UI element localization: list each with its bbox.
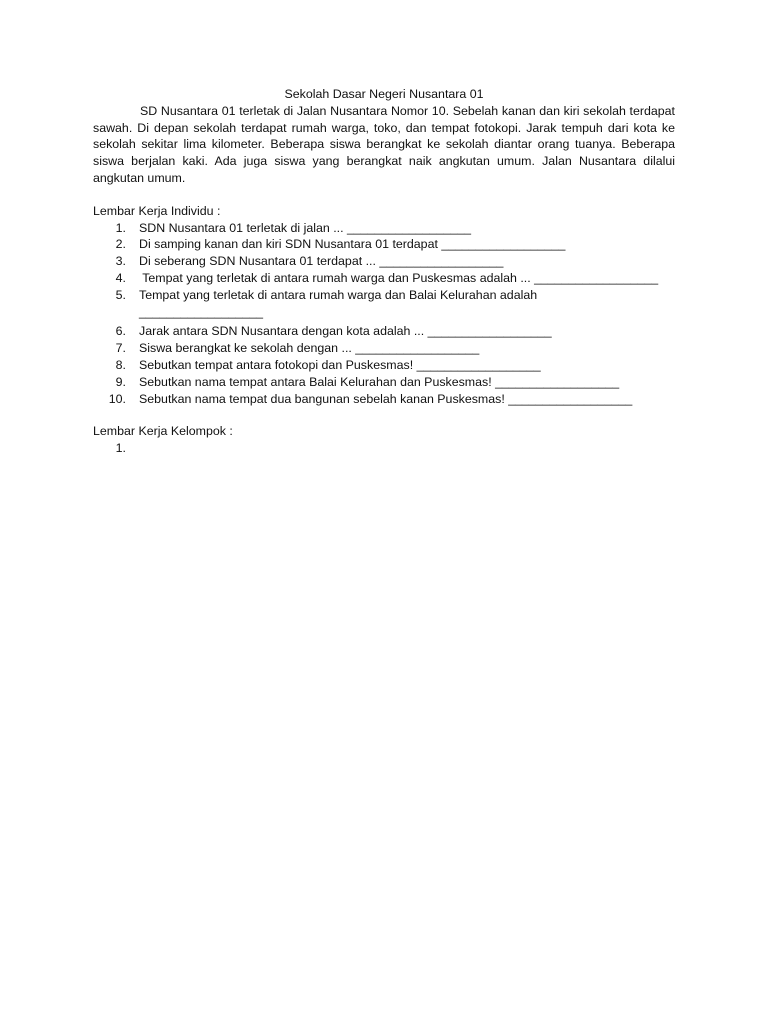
list-item-text: Sebutkan tempat antara fotokopi dan Puskesmas! __________________ [139,357,541,372]
list-item-number: 9. [115,374,126,389]
list-item [93,374,675,391]
list-item [93,323,675,340]
list-item-number: 2. [115,237,126,252]
list-item-text: Tempat yang terletak di antara rumah warga dan Balai Kelurahan adalah [139,287,538,302]
list-item-text: Tempat yang terletak di antara rumah warga dan Puskesmas adalah ... __________________ [139,270,659,285]
list-item-number: 3. [115,254,126,269]
list-item [93,357,675,374]
document-content [93,86,675,456]
group-worksheet-heading: Lembar Kerja Kelompok : [93,424,233,439]
list-item [93,340,675,357]
list-item-text: Di samping kanan dan kiri SDN Nusantara 01 terdapat __________________ [139,237,566,252]
list-item [93,270,675,287]
intro-paragraph: SD Nusantara 01 terletak di Jalan Nusantara Nomor 10. Sebelah kanan dan kiri sekolah terdapat sawah. Di depan sekolah terdapat rumah warga, toko, dan tempat fotokopi. Jarak tempuh dari kota ke sekolah sekitar lima kilometer. Beberapa siswa berangkat ke sekolah diantar orang tuanya. Beberapa siswa berjalan kaki. Ada juga siswa yang berangkat naik angkutan umum. Jalan Nusantara dilalui angkutan umum. [93,103,675,185]
individual-worksheet-list [93,220,675,408]
list-item-text: Sebutkan nama tempat dua bangunan sebelah kanan Puskesmas! __________________ [139,391,633,406]
list-item-text: Jarak antara SDN Nusantara dengan kota adalah ... __________________ [139,324,552,339]
list-item-number: 7. [115,341,126,356]
list-item [93,236,675,253]
list-item-answer-line: __________________ [139,304,264,319]
list-item-number: 1. [115,441,126,456]
list-item-text: Sebutkan nama tempat antara Balai Kelurahan dan Puskesmas! __________________ [139,374,620,389]
list-item-number: 1. [115,220,126,235]
list-item [93,391,675,408]
list-item-text: Siswa berangkat ke sekolah dengan ... __________________ [139,341,480,356]
list-item-number: 4. [115,270,126,285]
list-item [93,220,675,237]
list-item-text: SDN Nusantara 01 terletak di jalan ... __________________ [139,220,472,235]
list-item-text: Di seberang SDN Nusantara 01 terdapat ... __________________ [139,254,504,269]
list-item [93,253,675,270]
list-item [93,287,675,321]
list-item-number: 6. [115,324,126,339]
list-item-number: 10. [108,391,126,406]
list-item-number: 5. [115,287,126,302]
list-item-number: 8. [115,357,126,372]
individual-worksheet-heading: Lembar Kerja Individu : [93,203,221,218]
document-title: Sekolah Dasar Negeri Nusantara 01 [284,87,484,101]
